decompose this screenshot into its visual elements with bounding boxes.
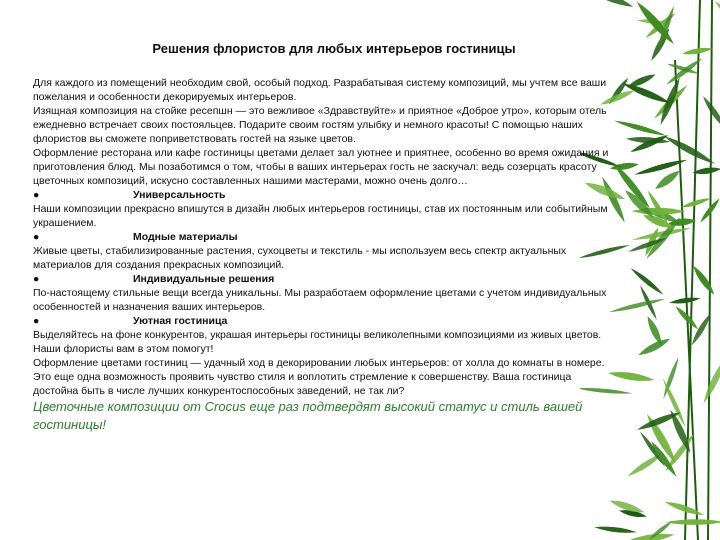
bamboo-leaf — [669, 296, 701, 305]
final-paragraph: Оформление цветами гостиниц — удачный ход в декорировании любых интерьеров: от холла до комнаты в номере. Это еще одна возможность проявить чувство стиля и воплотить стремление к совершенству. Ваша гостиница достойна быть в числе лучших конкурентоспособных заведений, не так ли? — [33, 357, 605, 397]
bullet-icon: ● — [33, 273, 40, 285]
bullet-heading: Индивидуальные решения — [133, 273, 275, 285]
bullet-universality — [33, 188, 613, 202]
bamboo-leaf — [634, 0, 677, 47]
bamboo-leaf — [701, 356, 720, 405]
bamboo-leaf — [629, 266, 665, 297]
bullet-heading: Универсальность — [133, 189, 226, 201]
bamboo-stem — [708, 0, 712, 540]
bamboo-leaf — [629, 133, 670, 155]
bamboo-leaf — [594, 525, 637, 535]
slide-title: Решения флористов для любых интерьеров гостиницы — [152, 41, 516, 56]
bamboo-leaf — [663, 499, 704, 518]
bamboo-leaf — [613, 118, 667, 138]
bullet-cozy — [33, 314, 613, 328]
bamboo-leaf — [666, 519, 720, 525]
bullet-heading: Уютная гостиница — [133, 315, 228, 327]
bullet-icon: ● — [33, 231, 40, 243]
bullet-text: По-настоящему стильные вещи всегда уникальны. Мы разработаем оформление цветами с учетом индивидуальных особенностей и назначения ваших интерьеров. — [33, 287, 607, 313]
bamboo-leaf — [582, 0, 634, 10]
bamboo-leaf — [607, 369, 655, 383]
content-body — [33, 76, 613, 434]
bamboo-leaf — [680, 196, 711, 209]
restaurant-paragraph: Оформление ресторана или кафе гостиницы цветами делает зал уютнее и приятнее, особенно во время ожидания и приготовления блюд. Мы позаботимся о том, чтобы в ваших интерьерах гость не заскучал: ведь созерцать красоту цветочных композиций, искусно составленных нашими мастерами, можно очень долго… — [33, 147, 609, 187]
bamboo-leaf — [637, 336, 672, 359]
bamboo-leaf — [682, 46, 713, 56]
bamboo-leaf — [653, 168, 682, 192]
intro-paragraph: Для каждого из помещений необходим свой, особый подход. Разрабатывая систему композиций, мы учтем все ваши пожелания и особенности декорируемых интерьеров. — [33, 77, 607, 103]
bullet-icon: ● — [33, 315, 40, 327]
bullet-individual — [33, 272, 613, 286]
bamboo-leaf — [662, 133, 716, 167]
bullet-materials — [33, 230, 613, 244]
bamboo-leaf — [608, 297, 666, 315]
reception-paragraph: Изящная композиция на стойке ресепшн — это вежливое «Здравствуйте» и приятное «Доброе утро», которым отель ежедневно встречает своих постояльцев. Подарите своим гостям улыбку и немного красоты! С помощью наших флористов вы сможете поприветствовать гостей на языке цветов. — [33, 105, 607, 145]
bullet-text: Выделяйтесь на фоне конкурентов, украшая интерьеры гостиницы великолепными композициями из живых цветов. Наши флористы вам в этом помогут! — [33, 329, 602, 355]
bamboo-leaf — [691, 264, 717, 297]
bullet-icon: ● — [33, 189, 40, 201]
bamboo-leaf — [713, 0, 720, 31]
bamboo-leaf — [609, 161, 639, 172]
closing-statement: Цветочные композиции от Crocus еще раз подтвердят высокий статус и стиль вашей гостиницы! — [33, 399, 583, 432]
bullet-heading: Модные материалы — [133, 231, 238, 243]
bullet-text: Наши композиции прекрасно впишутся в дизайн любых интерьеров гостиницы, став их постоянным или событийным украшением. — [33, 203, 608, 229]
bullet-text: Живые цветы, стабилизированные растения, сухоцветы и текстиль - мы используем весь спектр актуальных материалов для создания прекрасных композиций. — [33, 245, 567, 271]
